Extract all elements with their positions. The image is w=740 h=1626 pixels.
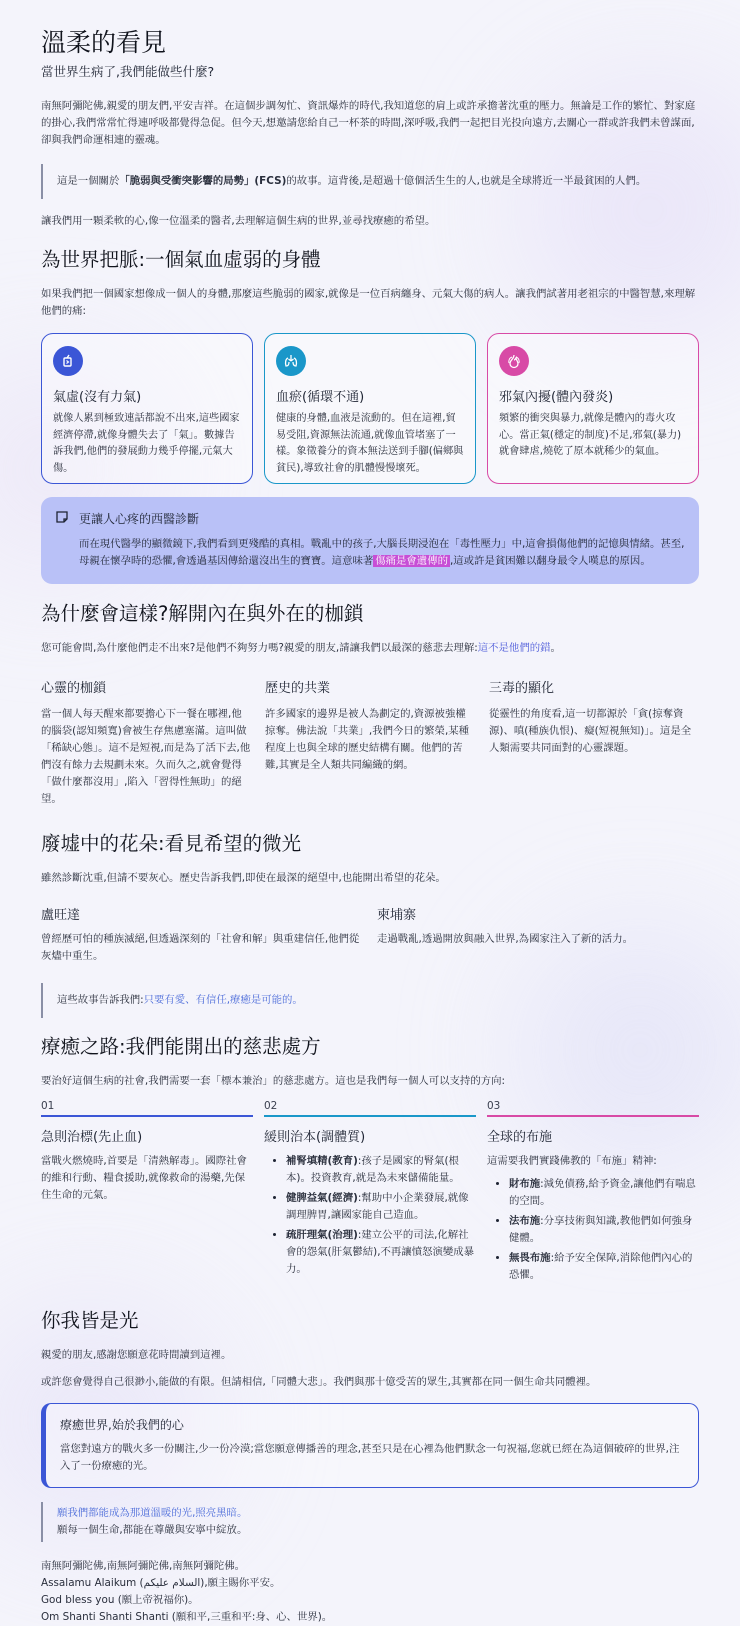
highlight-inherited-pain: 傷痛是會遺傳的	[375, 555, 448, 567]
card-text: 健康的身體,血液是流動的。但在這裡,貿易受阻,資源無法流通,就像血管堵塞了一樣。象徵養分的資本無法送到手腳(偏鄉與貧民),導致社會的肌體慢慢壞死。	[276, 413, 464, 474]
healing-intro: 要治好這個生病的社會,我們需要一套「標本兼治」的慈悲處方。這也是我們每一個人可以支持的方向:	[41, 1075, 505, 1087]
fcs-quote: 這是一個關於「脆弱與受衝突影響的局勢」(FCS)的故事。這背後,是超過十億個活生生的人,也就是全球將近一半最貧困的人們。	[41, 164, 699, 199]
blessings	[41, 1558, 699, 1626]
list-item: • 健脾益氣(經濟):幫助中小企業發展,就像調理脾胃,讓國家能自己造血。	[286, 1190, 476, 1224]
light-p2: 或許您會覺得自己很渺小,能做的有限。但請相信,「同體大悲」。我們與那十億受苦的眾生,其實都在同一個生命共同體裡。	[41, 1376, 597, 1388]
pulse-intro: 如果我們把一個國家想像成一個人的身體,那麼這些脆弱的國家,就像是一位百病纏身、元氣大傷的病人。讓我們試著用老祖宗的中醫智慧,來理解他們的痛:	[41, 288, 696, 317]
intro-paragraph-2: 讓我們用一顆柔軟的心,像一位溫柔的醫者,去理解這個生病的世界,並尋找療癒的希望。	[41, 215, 436, 227]
page-subtitle: 當世界生病了,我們能做些什麼?	[41, 64, 215, 79]
column-three-poisons: 三毒的顯化 從靈性的角度看,這一切都源於「貪(掠奪資源)、嗔(種族仇恨)、癡(短視無知)」。這是全人類需要共同面對的心靈課題。	[489, 681, 692, 754]
energy-cup-icon	[53, 346, 83, 376]
section-heading-why: 為什麼會這樣?解開內在與外在的枷鎖	[41, 602, 364, 625]
light-p1: 親愛的朋友,感謝您願意花時間讀到這裡。	[41, 1349, 232, 1361]
note-icon	[55, 509, 69, 528]
list-item: • 疏肝理氣(治理):建立公平的司法,化解社會的怨氣(肝氣鬱結),不再讓憤怒演變成暴力。	[286, 1227, 476, 1278]
wish-quote: 願我們都能成為那道溫暖的光,照亮黑暗。 願每一個生命,都能在尊嚴與安寧中綻放。	[41, 1502, 699, 1542]
intro-paragraph: 南無阿彌陀佛,親愛的朋友們,平安吉祥。在這個步調匆忙、資訊爆炸的時代,我知道您的肩上或許承擔著沈重的壓力。無論是工作的繁忙、對家庭的掛心,我們常常忙得連呼吸都覺得急促。但今天,想邀請您給自己一杯茶的時間,深呼吸,我們一起把目光投向遠方,去關心一群或許我們未曾謀面,卻與我們命運相連的靈魂。	[41, 100, 696, 146]
hope-examples	[41, 904, 699, 965]
step-stop-bleeding: 01 急則治標(先止血) 當戰火燃燒時,首要是「清熱解毒」。國際社會的維和行動、糧食援助,就像救命的湯藥,先保住生命的元氣。	[41, 1100, 253, 1287]
hope-quote: 這些故事告訴我們:只要有愛、有信任,療癒是可能的。	[41, 983, 699, 1018]
card-title: 氣虛(沒有力氣)	[53, 390, 142, 405]
callout-text: 而在現代醫學的顯微鏡下,我們看到更殘酷的真相。戰亂中的孩子,大腦長期浸泡在「毒性壓力」中,這會損傷他們的記憶與情緒。甚至,母親在懷孕時的恐懼,會透過基因傳給還沒出生的寶寶。這意味著 傷痛是會遺傳的 ,這或許是貧困難以翻身最令人嘆息的原因。	[79, 538, 685, 567]
shackles-columns	[41, 677, 699, 808]
card-internal-evil	[487, 333, 699, 484]
step-global-giving: 03 全球的布施 這需要我們實踐佛教的「布施」精神: • 財布施:減免債務,給予資金,讓他們有喘息的空間。 • 法布施:分享技術與知識,教他們如何強身健體。 • 無畏布施:給予安全保障,消除他們內心的恐懼。	[487, 1100, 699, 1287]
section-heading-healing: 療癒之路:我們能開出的慈悲處方	[41, 1035, 321, 1058]
healing-heart-callout	[41, 1403, 699, 1488]
example-cambodia: 柬埔寨 走過戰亂,透過開放與融入世界,為國家注入了新的活力。	[377, 908, 633, 945]
flame-icon	[499, 346, 529, 376]
card-title: 邪氣內擾(體內發炎)	[499, 390, 614, 405]
column-shared-karma: 歷史的共業 許多國家的邊界是被人為劃定的,資源被強權掠奪。佛法說「共業」,我們今日的繁榮,某種程度上也與全球的歷史結構有關。他們的苦難,其實是全人類共同編織的網。	[265, 681, 470, 771]
list-item: • 無畏布施:給予安全保障,消除他們內心的恐懼。	[509, 1250, 699, 1284]
card-text: 頻繁的衝突與暴力,就像是體內的毒火攻心。當正氣(穩定的制度)不足,邪氣(暴力)就會肆虐,燒乾了原本就稀少的氣血。	[499, 413, 682, 457]
lungs-icon	[276, 346, 306, 376]
column-mind-shackles: 心靈的枷鎖 當一個人每天醒來都要擔心下一餐在哪裡,他的腦袋(認知頻寬)會被生存焦慮塞滿。這叫做「稀缺心態」。這不是短視,而是為了活下去,他們沒有餘力去規劃未來。久而久之,就會覺得「做什麼都沒用」,陷入「習得性無助」的絕望。	[41, 681, 251, 805]
list-item: • 補腎填精(教育):孩子是國家的腎氣(根本)。投資教育,就是為未來儲備能量。	[286, 1153, 476, 1187]
blessing-line: 南無阿彌陀佛,南無阿彌陀佛,南無阿彌陀佛。	[41, 1560, 246, 1572]
step-treat-root: 02 緩則治本(調體質) • 補腎填精(教育):孩子是國家的腎氣(根本)。投資教育,就是為未來儲備能量。 • 健脾益氣(經濟):幫助中小企業發展,就像調理脾胃,讓國家能自己造血。 • 疏肝理氣(治理):建立公平的司法,化解社會的怨氣(肝氣鬱結),不再讓憤怒演變成暴力。	[264, 1100, 476, 1287]
why-intro: 您可能會問,為什麼他們走不出來?是他們不夠努力嗎?親愛的朋友,請讓我們以最深的慈悲去理解:這不是他們的錯。	[41, 642, 561, 654]
example-rwanda: 盧旺達 曾經歷可怕的種族滅絕,但透過深刻的「社會和解」與重建信任,他們從灰燼中重生。	[41, 908, 360, 962]
callout-text: 當您對遠方的戰火多一份關注,少一份冷漠;當您願意傳播善的理念,甚至只是在心裡為他們默念一句祝福,您就已經在為這個破碎的世界,注入了一份療癒的光。	[60, 1443, 680, 1472]
prescription-steps	[41, 1100, 699, 1287]
not-their-fault-emphasis: 這不是他們的錯	[477, 642, 551, 654]
callout-title: 療癒世界,始於我們的心	[60, 1418, 184, 1432]
callout-title: 更讓人心疼的西醫診斷	[79, 512, 200, 526]
card-text: 就像人累到極致連話都說不出來,這些國家經濟停滯,就像身體失去了「氣」。數據告訴我們,他們的發展動力幾乎停擺,元氣大傷。	[53, 413, 240, 474]
card-blood-stasis	[264, 333, 476, 484]
flowers-intro: 雖然診斷沈重,但請不要灰心。歷史告訴我們,即使在最深的絕望中,也能開出希望的花朵。	[41, 872, 446, 884]
section-heading-flowers: 廢墟中的花朵:看見希望的微光	[41, 832, 302, 855]
list-item: • 財布施:減免債務,給予資金,讓他們有喘息的空間。	[509, 1176, 699, 1210]
card-title: 血瘀(循環不通)	[276, 390, 365, 405]
blessing-line: Assalamu Alaikum (السلام عليكم),願主賜你平安。	[41, 1577, 281, 1589]
western-diagnosis-callout	[41, 497, 699, 584]
blessing-line: Om Shanti Shanti Shanti (願和平,三重和平:身、心、世界)。	[41, 1611, 333, 1623]
section-heading-pulse: 為世界把脈:一個氣血虛弱的身體	[41, 248, 321, 271]
card-qi-deficiency	[41, 333, 253, 484]
page-title: 溫柔的看見	[41, 28, 167, 57]
list-item: • 法布施:分享技術與知識,教他們如何強身健體。	[509, 1213, 699, 1247]
section-heading-light: 你我皆是光	[41, 1309, 139, 1332]
blessing-line: God bless you (願上帝祝福你)。	[41, 1594, 199, 1606]
fcs-term: 「脆弱與受衝突影響的局勢」(FCS)	[119, 175, 287, 187]
diagnosis-cards	[41, 333, 699, 484]
